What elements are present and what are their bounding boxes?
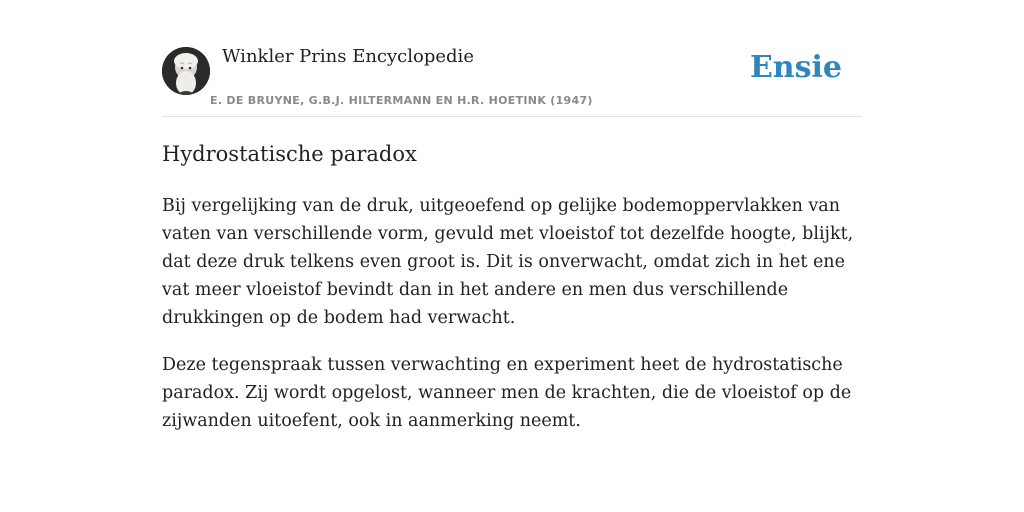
article-paragraph: Bij vergelijking van de druk, uitgeoefend op gelijke bodemoppervlakken van vaten van verschillende vorm, gevuld met vloeistof tot dezelfde hoogte, blijkt, dat deze druk telkens even groot is. Dit is onverwacht, omdat zich in het ene vat meer vloeistof bevindt dan in het andere en men dus verschillende drukkingen op de bodem had verwacht. (162, 196, 854, 328)
article (162, 138, 862, 454)
article-paragraph: Deze tegenspraak tussen verwachting en experiment heet de hydrostatische paradox. Zij wordt opgelost, wanneer men de krachten, die de vloeistof op de zijwanden uitoefent, ook in aanmerking neemt. (162, 355, 852, 431)
publication-authors: E. DE BRUYNE, G.B.J. HILTERMANN EN H.R. HOETINK (1947) (210, 94, 593, 107)
ensie-logo-link[interactable]: Ensie (749, 50, 842, 85)
article-title: Hydrostatische paradox (162, 142, 417, 166)
publication-title[interactable]: Winkler Prins Encyclopedie (222, 46, 474, 67)
avatar[interactable] (162, 47, 210, 95)
publication-header (162, 40, 862, 117)
author-portrait-icon (162, 47, 210, 95)
